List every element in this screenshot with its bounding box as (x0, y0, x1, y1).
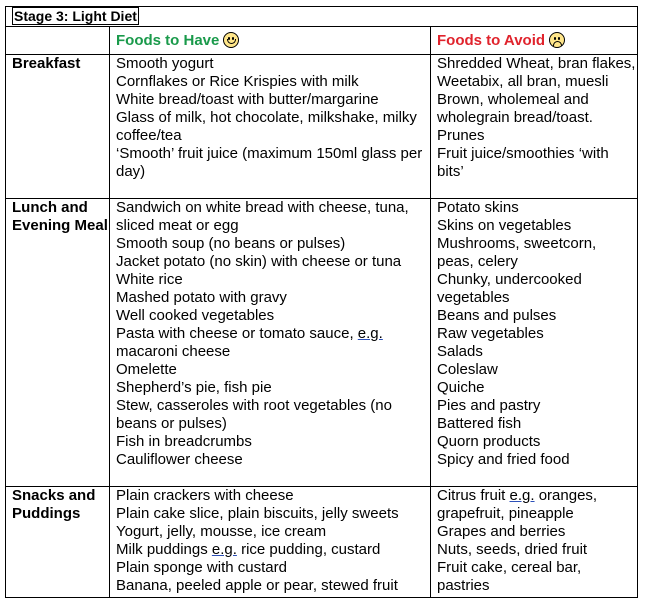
list-item: Citrus fruit e.g. oranges, grapefruit, pineapple (437, 487, 598, 522)
list-item: Coleslaw (437, 361, 498, 378)
table-row-lunch (6, 199, 638, 487)
list-item: Battered fish (437, 415, 522, 432)
list-item: Salads (437, 343, 483, 360)
list-item: Grapes and berries (437, 523, 566, 540)
list-item: Mashed potato with gravy (116, 289, 287, 306)
list-item: Cornflakes or Rice Krispies with milk (116, 73, 359, 90)
list-item: Smooth soup (no beans or pulses) (116, 235, 346, 252)
list-item: Quorn products (437, 433, 541, 450)
list-item: Smooth yogurt (116, 55, 214, 72)
list-item: Stew, casseroles with root vegetables (no beans or pulses) (116, 397, 392, 432)
list-item: Omelette (116, 361, 177, 378)
meal-label: Breakfast (6, 55, 110, 199)
have-list (110, 55, 431, 199)
list-item: Quiche (437, 379, 485, 396)
header-have (110, 27, 431, 55)
list-item: Beans and pulses (437, 307, 557, 324)
list-item: White bread/toast with butter/margarine (116, 91, 379, 108)
list-item: Milk puddings e.g. rice pudding, custard (116, 541, 381, 558)
list-item: Jacket potato (no skin) with cheese or tuna (116, 253, 402, 270)
list-item: Brown, wholemeal and wholegrain bread/toast. (437, 91, 593, 126)
list-item: Pies and pastry (437, 397, 541, 414)
list-item: Chunky, undercooked vegetables (437, 271, 582, 306)
header-avoid (431, 27, 638, 55)
header-avoid-label: Foods to Avoid (437, 32, 546, 49)
avoid-list (431, 55, 638, 199)
list-item: Fish in breadcrumbs (116, 433, 252, 450)
list-item: Prunes (437, 127, 485, 144)
list-item: Plain sponge with custard (116, 559, 287, 576)
list-item: Spicy and fried food (437, 451, 570, 468)
header-empty-cell (6, 27, 110, 55)
smiling-face-icon (223, 32, 239, 48)
list-item: Yogurt, jelly, mousse, ice cream (116, 523, 327, 540)
list-item: Potato skins (437, 199, 519, 216)
list-item: Glass of milk, hot chocolate, milkshake, milky coffee/tea (116, 109, 417, 144)
table-title: Stage 3: Light Diet (14, 8, 137, 24)
table-title-cell (6, 7, 638, 27)
header-have-label: Foods to Have (116, 32, 220, 49)
list-item: Fruit cake, cereal bar, pastries (437, 559, 582, 594)
table-row-breakfast (6, 55, 638, 199)
have-list (110, 487, 431, 598)
list-item: Shepherd’s pie, fish pie (116, 379, 272, 396)
list-item: Cauliflower cheese (116, 451, 243, 468)
list-item: Mushrooms, sweetcorn, peas, celery (437, 235, 597, 270)
list-item: Skins on vegetables (437, 217, 572, 234)
title-row (6, 7, 638, 27)
list-item: White rice (116, 271, 183, 288)
list-item: Shredded Wheat, bran flakes, Weetabix, all bran, muesli (437, 55, 636, 90)
table-row-snacks (6, 487, 638, 598)
list-item: ‘Smooth’ fruit juice (maximum 150ml glass per day) (116, 145, 423, 180)
frowning-face-icon (549, 32, 565, 48)
list-item: Raw vegetables (437, 325, 544, 342)
list-item: Nuts, seeds, dried fruit (437, 541, 588, 558)
meal-label: Snacks and Puddings (6, 487, 110, 598)
header-row (6, 27, 638, 55)
list-item: Plain cake slice, plain biscuits, jelly sweets (116, 505, 399, 522)
list-item: Sandwich on white bread with cheese, tuna, sliced meat or egg (116, 199, 409, 234)
meal-label: Lunch and Evening Meal (6, 199, 110, 487)
list-item: Plain crackers with cheese (116, 487, 294, 504)
have-list (110, 199, 431, 487)
avoid-list (431, 199, 638, 487)
list-item: Well cooked vegetables (116, 307, 275, 324)
diet-table (5, 6, 638, 598)
avoid-list (431, 487, 638, 598)
list-item: Fruit juice/smoothies ‘with bits’ (437, 145, 609, 180)
list-item: Banana, peeled apple or pear, stewed fruit (116, 577, 398, 594)
list-item: Pasta with cheese or tomato sauce, e.g. macaroni cheese (116, 325, 383, 360)
